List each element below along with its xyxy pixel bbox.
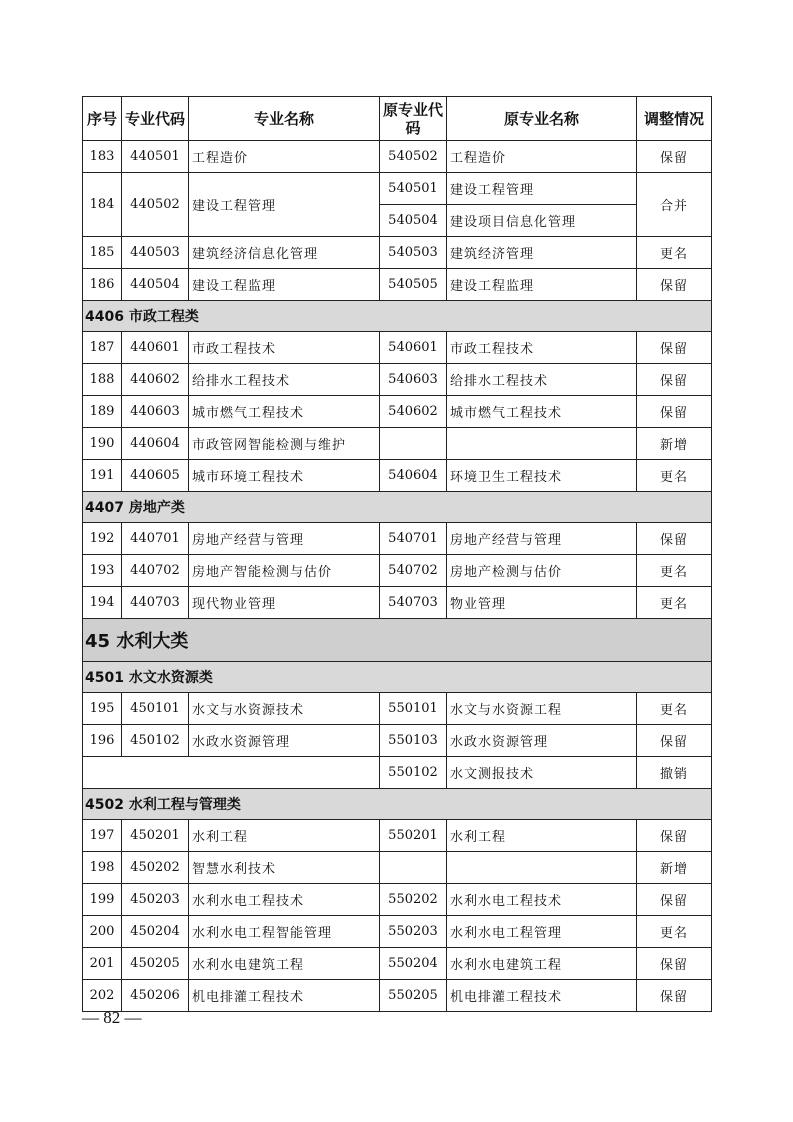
seq-cell: 192 <box>83 523 122 555</box>
old-name-cell <box>447 428 637 460</box>
name-cell: 市政管网智能检测与维护 <box>189 428 380 460</box>
old-name-cell: 建设工程管理 <box>447 173 637 205</box>
old-code-cell: 540703 <box>380 587 447 619</box>
status-cell: 新增 <box>637 852 712 884</box>
code-cell: 450206 <box>122 980 189 1012</box>
old-code-cell: 540505 <box>380 269 447 301</box>
seq-cell: 201 <box>83 948 122 980</box>
old-code-cell: 550204 <box>380 948 447 980</box>
code-cell: 440601 <box>122 332 189 364</box>
code-cell: 440502 <box>122 173 189 237</box>
old-code-cell: 540502 <box>380 141 447 173</box>
code-cell: 450204 <box>122 916 189 948</box>
name-cell: 建设工程监理 <box>189 269 380 301</box>
old-code-cell: 540603 <box>380 364 447 396</box>
table-row <box>83 364 712 396</box>
code-cell: 440702 <box>122 555 189 587</box>
category-row <box>83 492 712 523</box>
header-old-code: 原专业代码 <box>380 97 447 141</box>
old-name-cell: 建设项目信息化管理 <box>447 205 637 237</box>
code-cell: 440602 <box>122 364 189 396</box>
seq-cell: 198 <box>83 852 122 884</box>
table-row <box>83 693 712 725</box>
seq-cell: 190 <box>83 428 122 460</box>
table-row <box>83 396 712 428</box>
table-row <box>83 820 712 852</box>
category-row <box>83 789 712 820</box>
table-row <box>83 523 712 555</box>
old-code-cell: 540702 <box>380 555 447 587</box>
name-cell: 水利水电工程技术 <box>189 884 380 916</box>
category-row <box>83 662 712 693</box>
code-cell: 450202 <box>122 852 189 884</box>
old-code-cell: 540701 <box>380 523 447 555</box>
status-cell: 保留 <box>637 141 712 173</box>
seq-cell: 184 <box>83 173 122 237</box>
header-old-name: 原专业名称 <box>447 97 637 141</box>
status-cell: 保留 <box>637 396 712 428</box>
name-cell: 工程造价 <box>189 141 380 173</box>
old-name-cell: 工程造价 <box>447 141 637 173</box>
name-cell: 房地产经营与管理 <box>189 523 380 555</box>
old-name-cell: 机电排灌工程技术 <box>447 980 637 1012</box>
old-name-cell <box>447 852 637 884</box>
name-cell: 水利水电建筑工程 <box>189 948 380 980</box>
table-row <box>83 428 712 460</box>
old-code-cell: 550205 <box>380 980 447 1012</box>
seq-cell: 194 <box>83 587 122 619</box>
code-cell: 450101 <box>122 693 189 725</box>
status-cell: 更名 <box>637 693 712 725</box>
old-name-cell: 水利水电建筑工程 <box>447 948 637 980</box>
name-cell: 水利工程 <box>189 820 380 852</box>
code-cell: 440701 <box>122 523 189 555</box>
table-row <box>83 884 712 916</box>
old-code-cell: 540503 <box>380 237 447 269</box>
table-row <box>83 916 712 948</box>
name-cell: 水利水电工程智能管理 <box>189 916 380 948</box>
old-name-cell: 房地产检测与估价 <box>447 555 637 587</box>
name-cell: 市政工程技术 <box>189 332 380 364</box>
name-cell: 城市环境工程技术 <box>189 460 380 492</box>
old-code-cell: 550103 <box>380 725 447 757</box>
table-body <box>83 141 712 1012</box>
code-cell: 440504 <box>122 269 189 301</box>
empty-cell <box>83 757 380 789</box>
old-code-cell <box>380 428 447 460</box>
code-cell: 450201 <box>122 820 189 852</box>
seq-cell: 193 <box>83 555 122 587</box>
table-row <box>83 173 712 205</box>
status-cell: 更名 <box>637 587 712 619</box>
code-cell: 440503 <box>122 237 189 269</box>
old-name-cell: 水利工程 <box>447 820 637 852</box>
seq-cell: 186 <box>83 269 122 301</box>
header-status: 调整情况 <box>637 97 712 141</box>
table-row <box>83 757 712 789</box>
header-name: 专业名称 <box>189 97 380 141</box>
old-code-cell: 540501 <box>380 173 447 205</box>
old-code-cell <box>380 852 447 884</box>
table-row <box>83 141 712 173</box>
table-row <box>83 725 712 757</box>
seq-cell: 195 <box>83 693 122 725</box>
old-code-cell: 550201 <box>380 820 447 852</box>
code-cell: 450102 <box>122 725 189 757</box>
seq-cell: 189 <box>83 396 122 428</box>
seq-cell: 196 <box>83 725 122 757</box>
table-row <box>83 980 712 1012</box>
status-cell: 新增 <box>637 428 712 460</box>
name-cell: 给排水工程技术 <box>189 364 380 396</box>
old-name-cell: 房地产经营与管理 <box>447 523 637 555</box>
status-cell: 撤销 <box>637 757 712 789</box>
name-cell: 机电排灌工程技术 <box>189 980 380 1012</box>
seq-cell: 185 <box>83 237 122 269</box>
seq-cell: 202 <box>83 980 122 1012</box>
status-cell: 保留 <box>637 332 712 364</box>
status-cell: 保留 <box>637 948 712 980</box>
seq-cell: 183 <box>83 141 122 173</box>
status-cell: 更名 <box>637 237 712 269</box>
table-row <box>83 460 712 492</box>
seq-cell: 187 <box>83 332 122 364</box>
old-name-cell: 城市燃气工程技术 <box>447 396 637 428</box>
name-cell: 建筑经济信息化管理 <box>189 237 380 269</box>
seq-cell: 191 <box>83 460 122 492</box>
seq-cell: 188 <box>83 364 122 396</box>
code-cell: 440604 <box>122 428 189 460</box>
old-name-cell: 水利水电工程技术 <box>447 884 637 916</box>
code-cell: 450205 <box>122 948 189 980</box>
header-seq: 序号 <box>83 97 122 141</box>
table-row <box>83 852 712 884</box>
seq-cell: 200 <box>83 916 122 948</box>
name-cell: 现代物业管理 <box>189 587 380 619</box>
old-name-cell: 水文测报技术 <box>447 757 637 789</box>
header-code: 专业代码 <box>122 97 189 141</box>
status-cell: 保留 <box>637 364 712 396</box>
old-name-cell: 建筑经济管理 <box>447 237 637 269</box>
table-row <box>83 332 712 364</box>
major-category-row <box>83 619 712 662</box>
old-name-cell: 市政工程技术 <box>447 332 637 364</box>
old-code-cell: 540601 <box>380 332 447 364</box>
table-row <box>83 237 712 269</box>
name-cell: 房地产智能检测与估价 <box>189 555 380 587</box>
seq-cell: 197 <box>83 820 122 852</box>
status-cell: 更名 <box>637 460 712 492</box>
code-cell: 440603 <box>122 396 189 428</box>
status-cell: 保留 <box>637 980 712 1012</box>
code-cell: 440501 <box>122 141 189 173</box>
status-cell: 合并 <box>637 173 712 237</box>
old-code-cell: 540604 <box>380 460 447 492</box>
old-code-cell: 540504 <box>380 205 447 237</box>
old-name-cell: 建设工程监理 <box>447 269 637 301</box>
category-title: 4406 市政工程类 <box>83 301 712 332</box>
old-name-cell: 物业管理 <box>447 587 637 619</box>
old-name-cell: 水政水资源管理 <box>447 725 637 757</box>
old-name-cell: 环境卫生工程技术 <box>447 460 637 492</box>
status-cell: 保留 <box>637 523 712 555</box>
category-row <box>83 301 712 332</box>
status-cell: 保留 <box>637 884 712 916</box>
status-cell: 保留 <box>637 269 712 301</box>
old-code-cell: 540602 <box>380 396 447 428</box>
name-cell: 智慧水利技术 <box>189 852 380 884</box>
name-cell: 建设工程管理 <box>189 173 380 237</box>
status-cell: 更名 <box>637 916 712 948</box>
status-cell: 保留 <box>637 725 712 757</box>
old-name-cell: 水文与水资源工程 <box>447 693 637 725</box>
table-row <box>83 269 712 301</box>
category-title: 4407 房地产类 <box>83 492 712 523</box>
old-name-cell: 给排水工程技术 <box>447 364 637 396</box>
category-title: 4501 水文水资源类 <box>83 662 712 693</box>
name-cell: 水文与水资源技术 <box>189 693 380 725</box>
page-number: — 82 — <box>82 1008 142 1027</box>
code-cell: 440605 <box>122 460 189 492</box>
table-header-row <box>83 97 712 141</box>
old-code-cell: 550202 <box>380 884 447 916</box>
category-title: 4502 水利工程与管理类 <box>83 789 712 820</box>
table-row <box>83 587 712 619</box>
code-cell: 440703 <box>122 587 189 619</box>
old-code-cell: 550203 <box>380 916 447 948</box>
status-cell: 保留 <box>637 820 712 852</box>
status-cell: 更名 <box>637 555 712 587</box>
table-row <box>83 948 712 980</box>
old-code-cell: 550102 <box>380 757 447 789</box>
code-cell: 450203 <box>122 884 189 916</box>
table-row <box>83 555 712 587</box>
name-cell: 水政水资源管理 <box>189 725 380 757</box>
seq-cell: 199 <box>83 884 122 916</box>
old-name-cell: 水利水电工程管理 <box>447 916 637 948</box>
major-category-title: 45 水利大类 <box>83 619 712 662</box>
old-code-cell: 550101 <box>380 693 447 725</box>
name-cell: 城市燃气工程技术 <box>189 396 380 428</box>
major-adjustment-table <box>82 96 712 1012</box>
